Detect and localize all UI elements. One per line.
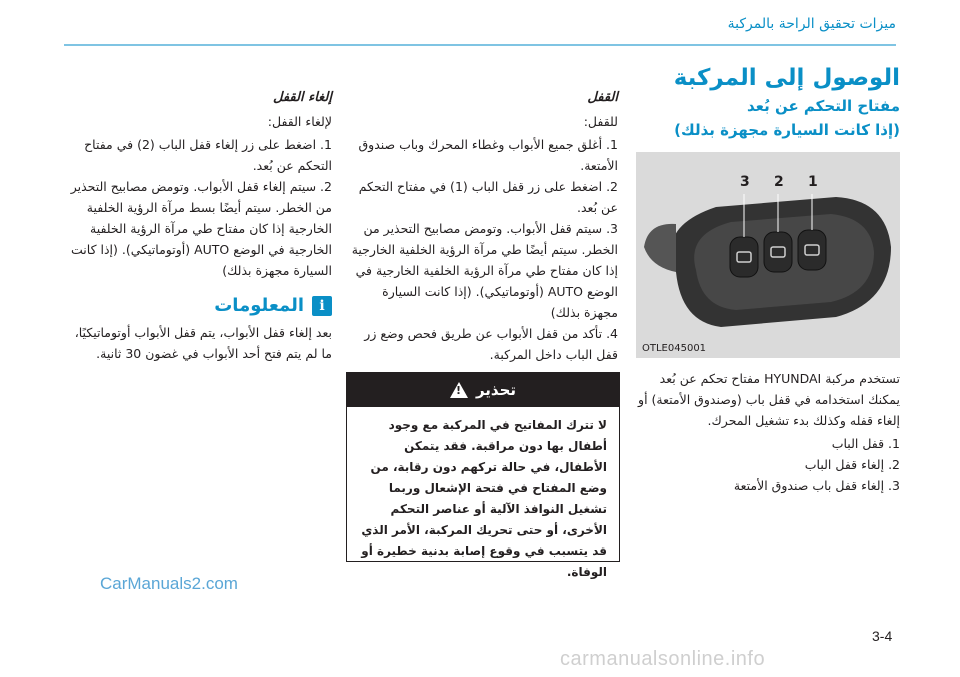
info-icon: i xyxy=(312,296,332,316)
header-divider xyxy=(64,44,896,46)
remote-button-list xyxy=(632,433,900,496)
warning-title: تحذير xyxy=(475,381,517,399)
warning-text: لا تترك المفاتيح في المركبة مع وجود أطفال بها دون مراقبة. فقد يتمكن الأطفال، في حالة تركهم دون رقابة، من وضع المفتاح في فتحة الإشعال وربما تشغيل النوافذ الآلية أو عناصر التحكم الأخرى، أو حتى تحريك المركبة، الأمر الذي قد يتسبب في وقوع إصابة بدنية خطيرة أو الوفاة. xyxy=(361,418,607,579)
callout-1: 1 xyxy=(808,174,818,190)
section-title: الوصول إلى المركبة xyxy=(673,65,900,91)
remote-key-image xyxy=(636,152,900,358)
callout-3: 3 xyxy=(740,174,750,190)
list-item: 1. أغلق جميع الأبواب وغطاء المحرك وباب صندوق الأمتعة. xyxy=(358,137,618,173)
callout-2: 2 xyxy=(774,174,784,190)
section-subtitle-2: (إذا كانت السيارة مجهزة بذلك) xyxy=(674,121,900,139)
warning-box xyxy=(346,372,620,579)
locking-steps xyxy=(346,134,618,365)
list-item: 4. تأكد من قفل الأبواب عن طريق فحص وضع زر قفل الباب داخل المركبة. xyxy=(364,326,618,362)
list-item: 1. قفل الباب xyxy=(831,436,900,451)
section-subtitle-1: مفتاح التحكم عن بُعد xyxy=(746,97,900,115)
image-code: OTLE045001 xyxy=(642,343,707,354)
watermark[interactable]: CarManuals2.com xyxy=(100,574,238,593)
information-header xyxy=(64,295,332,316)
remote-key-illustration xyxy=(636,152,900,358)
right-column xyxy=(632,62,900,496)
unlocking-heading: إلغاء القفل xyxy=(272,90,332,105)
list-item: 2. سيتم إلغاء قفل الأبواب. وتومض مصابيح التحذير من الخطر. سيتم أيضًا بسط مرآة الرؤية الخلفية الخارجية إذا كان مفتاح طي مرآة الرؤية الخلفية الخارجية في الوضع AUTO (أوتوماتيكي). (إذا كانت السيارة مجهزة بذلك) xyxy=(70,179,332,278)
remote-intro-text: تستخدم مركبة HYUNDAI مفتاح تحكم عن بُعد يمكنك استخدامه في قفل باب (وصندوق الأمتعة) أو إلغاء قفله وكذلك بدء تشغيل المحرك. xyxy=(638,371,900,428)
header-title: ميزات تحقيق الراحة بالمركبة xyxy=(727,16,896,32)
list-item: 2. إلغاء قفل الباب xyxy=(804,457,900,472)
site-footer[interactable]: carmanualsonline.info xyxy=(560,648,766,670)
page-number: 3-4 xyxy=(872,628,893,644)
middle-column xyxy=(346,90,618,365)
list-item: 3. إلغاء قفل باب صندوق الأمتعة xyxy=(733,478,900,493)
warning-header xyxy=(347,373,619,407)
locking-heading: القفل xyxy=(587,90,618,105)
list-item: 3. سيتم قفل الأبواب. وتومض مصابيح التحذير من الخطر. سيتم أيضًا طي مرآة الرؤية الخلفية الخارجية إذا كان مفتاح طي مرآة الرؤية الخلفية الخارجية في الوضع AUTO (أوتوماتيكي). (إذا كانت السيارة مجهزة بذلك) xyxy=(351,221,618,320)
list-item: 1. اضغط على زر إلغاء قفل الباب (2) في مفتاح التحكم عن بُعد. xyxy=(84,137,332,173)
information-text: بعد إلغاء قفل الأبواب، يتم قفل الأبواب أوتوماتيكيًا، ما لم يتم فتح أحد الأبواب في غضون 30 ثانية. xyxy=(74,325,332,361)
locking-intro: للقفل: xyxy=(583,114,618,129)
information-title: المعلومات xyxy=(214,295,304,316)
list-item: 2. اضغط على زر قفل الباب (1) في مفتاح التحكم عن بُعد. xyxy=(358,179,618,215)
unlocking-intro: لإلغاء القفل: xyxy=(267,114,332,129)
warning-triangle-icon: ! xyxy=(450,382,468,398)
unlocking-steps xyxy=(64,134,332,281)
left-column xyxy=(64,90,332,364)
